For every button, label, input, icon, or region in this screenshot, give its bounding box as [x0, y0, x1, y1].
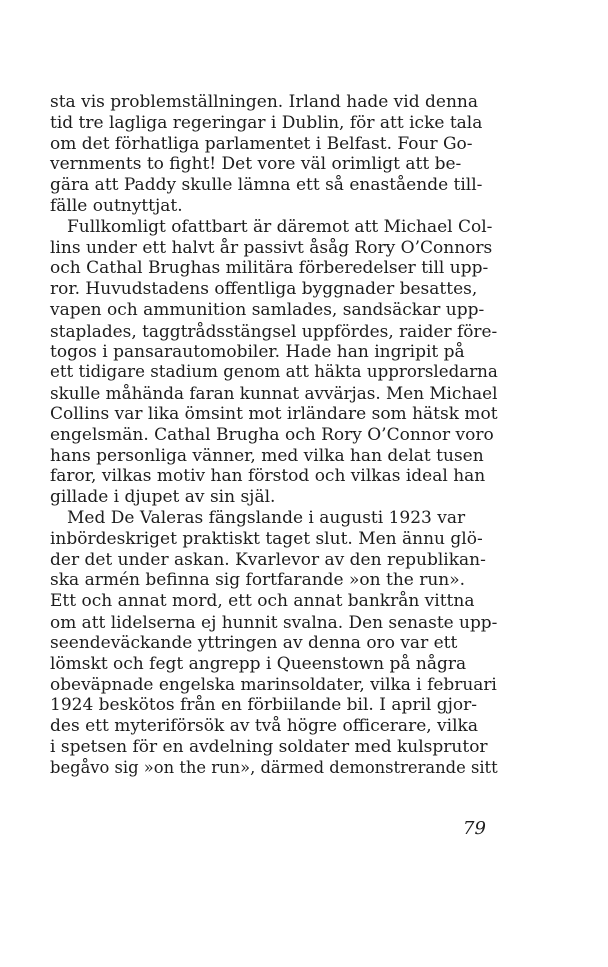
body-text [50, 92, 498, 778]
text-line: Med De Valeras fängslande i augusti 1923 var [67, 507, 466, 528]
text-line: gillade i djupet av sin själ. [50, 487, 276, 508]
text-line: lins under ett halvt år passivt åsåg Rory O’Connors [50, 237, 493, 258]
text-line: seendeväckande yttringen av denna oro var ett [50, 632, 458, 653]
text-line: ett tidigare stadium genom att häkta upprorsledarna [50, 362, 498, 382]
text-line: om det förhatliga parlamentet i Belfast. Four Go- [50, 133, 473, 154]
text-line: Fullkomligt ofattbart är däremot att Michael Col- [67, 216, 493, 237]
text-line: obeväpnade engelska marinsoldater, vilka i februari [50, 674, 497, 695]
text-line: Ett och annat mord, ett och annat bankrån vittna [50, 591, 475, 612]
text-line: staplades, taggtrådsstängsel uppfördes, raider före- [50, 320, 498, 341]
text-line: ror. Huvudstadens offentliga byggnader besattes, [50, 279, 478, 300]
text-line: ska armén befinna sig fortfarande »on the run». [50, 570, 466, 591]
text-line: 1924 beskötos från en förbiilande bil. I april gjor- [50, 695, 478, 716]
text-line: der det under askan. Kvarlevor av den republikan- [50, 549, 486, 570]
text-line: fälle outnyttjat. [50, 195, 183, 216]
text-line: tid tre lagliga regeringar i Dublin, för att icke tala [50, 112, 483, 133]
text-line: faror, vilkas motiv han förstod och vilkas ideal han [50, 466, 486, 487]
text-line: begåvo sig »on the run», därmed demonstrerande sitt [50, 757, 498, 777]
text-line: och Cathal Brughas militära förberedelser till upp- [50, 258, 489, 279]
text-line: gära att Paddy skulle lämna ett så enastående till- [50, 175, 483, 196]
text-line: des ett myteriförsök av två högre officerare, vilka [50, 715, 478, 736]
text-line: vernments to fight! Det vore väl orimligt att be- [50, 154, 462, 175]
text-line: skulle måhända faran kunnat avvärjas. Men Michael [50, 383, 498, 404]
text-line: togos i pansarautomobiler. Hade han ingripit på [50, 341, 465, 362]
text-line: vapen och ammunition samlades, sandsäckar upp- [50, 299, 485, 320]
page-number: 79 [463, 818, 486, 839]
text-line: Collins var lika ömsint mot irländare som hätsk mot [50, 403, 498, 424]
text-line: lömskt och fegt angrepp i Queenstown på några [50, 653, 467, 674]
text-line: sta vis problemställningen. Irland hade vid denna [50, 92, 478, 112]
text-line: i spetsen för en avdelning soldater med kulsprutor [50, 736, 488, 757]
text-line: hans personliga vänner, med vilka han delat tusen [50, 445, 484, 466]
text-line: engelsmän. Cathal Brugha och Rory O’Connor voro [50, 424, 494, 445]
text-line: om att lidelserna ej hunnit svalna. Den senaste upp- [50, 611, 498, 632]
text-line: inbördeskriget praktiskt taget slut. Men ännu glö- [50, 528, 483, 549]
